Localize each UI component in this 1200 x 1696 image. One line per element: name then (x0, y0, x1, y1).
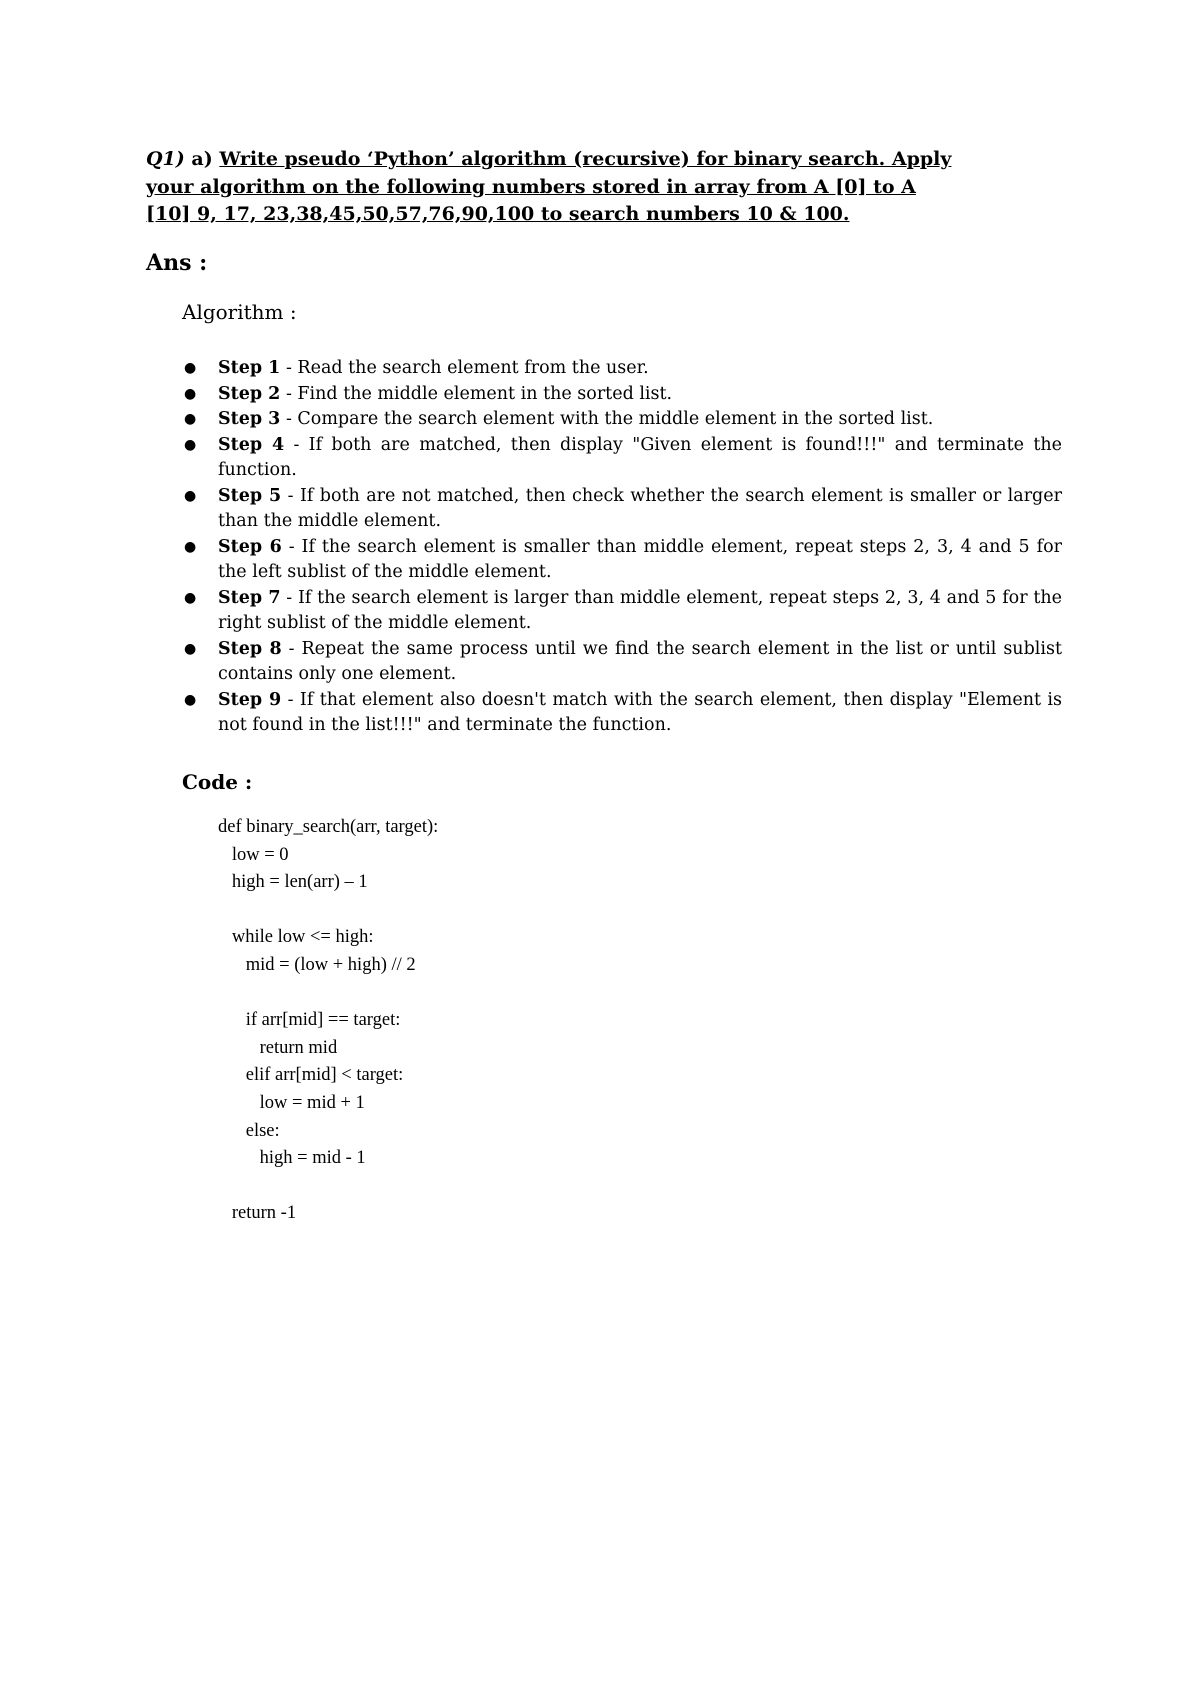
step-name: Step 1 (218, 358, 281, 378)
list-item (182, 433, 1062, 484)
step-name: Step 3 (218, 409, 281, 429)
step-name: Step 9 (218, 689, 282, 710)
question-text: Write pseudo ‘Python’ algorithm (recursive) for binary search. Apply your algorithm on the following numbers stored in array from A [0] to A [10] 9, 17, 23,38,45,50,57,76,90,100 to search numbers 10 & 100. (146, 148, 952, 225)
code-block: def binary_search(arr, target): low = 0 high = len(arr) – 1 while low <= high: mid = (low + high) // 2 if arr[mid] == target: return mid elif arr[mid] < target: low = mid + 1 else: high = mid - 1 return -1 (218, 817, 439, 1224)
question-label: Q1) (146, 148, 185, 170)
bullet-icon: ● (184, 411, 197, 427)
step-name: Step 4 (218, 434, 285, 455)
step-text: - Compare the search element with the middle element in the sorted list. (280, 409, 934, 429)
step-text: - If the search element is smaller than middle element, repeat steps 2, 3, 4 and 5 for the left sublist of the middle element. (218, 536, 1062, 582)
step-text: - Read the search element from the user. (280, 358, 649, 378)
step-text: - If both are not matched, then check whether the search element is smaller or larger than the middle element. (218, 485, 1062, 531)
code-heading: Code : (182, 770, 253, 794)
bullet-icon: ● (184, 487, 197, 504)
bullet-icon: ● (184, 640, 197, 657)
bullet-icon: ● (184, 691, 197, 708)
bullet-icon: ● (184, 360, 197, 376)
step-text: - Repeat the same process until we find the search element in the list or until sublist contains only one element. (218, 638, 1062, 684)
step-text: - If both are matched, then display "Given element is found!!!" and terminate the function. (218, 434, 1062, 480)
bullet-icon: ● (184, 538, 197, 555)
step-name: Step 5 (218, 485, 282, 506)
bullet-icon: ● (184, 589, 197, 606)
list-item (182, 382, 1062, 408)
step-text: - If the search element is larger than middle element, repeat steps 2, 3, 4 and 5 for the right sublist of the middle element. (218, 587, 1062, 633)
list-item (182, 637, 1062, 688)
question-part: a) (191, 148, 213, 170)
algorithm-heading: Algorithm : (182, 300, 297, 324)
step-name: Step 8 (218, 638, 282, 659)
bullet-icon: ● (184, 436, 197, 453)
list-item (182, 688, 1062, 739)
list-item (182, 535, 1062, 586)
step-text: - Find the middle element in the sorted list. (280, 383, 673, 404)
bullet-icon: ● (184, 385, 197, 402)
step-name: Step 6 (218, 536, 282, 557)
list-item (182, 356, 1062, 382)
list-item (182, 586, 1062, 637)
answer-heading: Ans : (146, 250, 208, 276)
algorithm-steps (182, 356, 1062, 739)
step-text: - If that element also doesn't match with the search element, then display "Element is not found in the list!!!" and terminate the function. (218, 689, 1062, 735)
list-item (182, 484, 1062, 535)
step-name: Step 7 (218, 587, 281, 608)
list-item (182, 407, 1062, 433)
question (146, 146, 966, 229)
step-name: Step 2 (218, 383, 281, 404)
